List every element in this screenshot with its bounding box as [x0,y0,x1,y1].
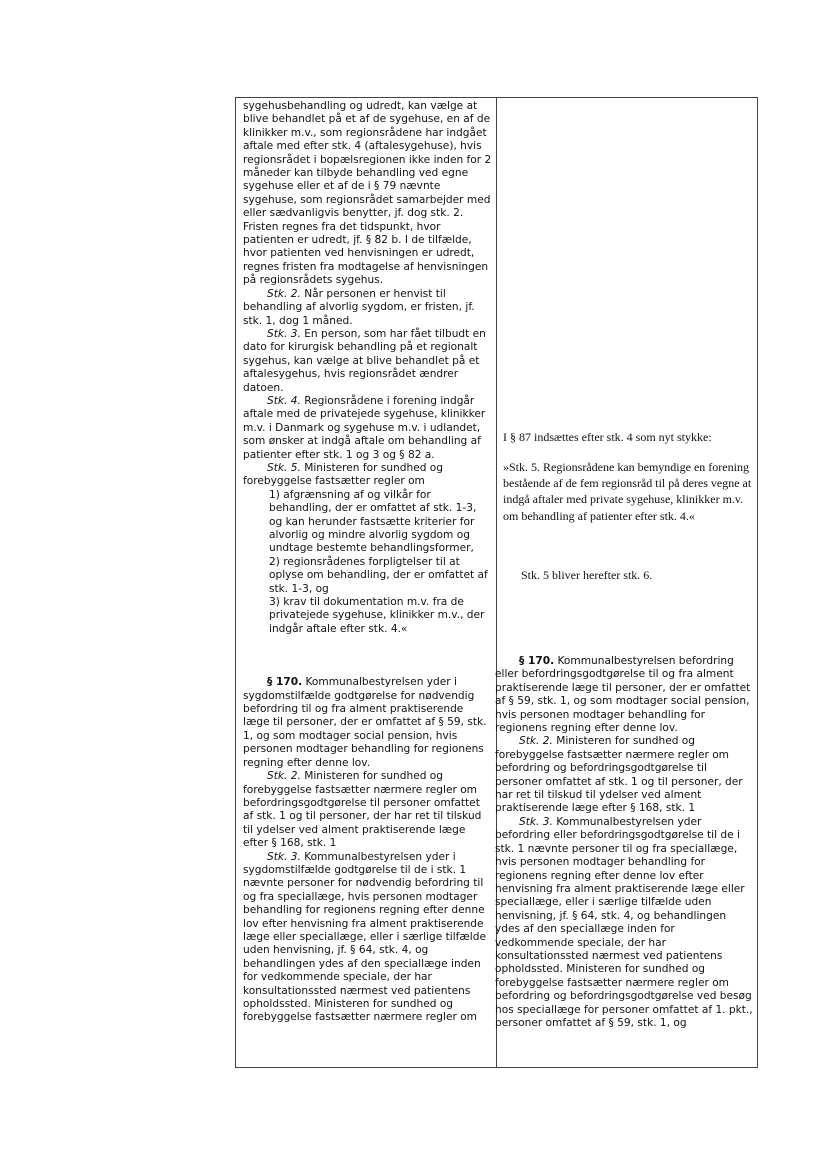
section-170-stk3: Stk. 3. Kommunalbestyrelsen yder i sygdomstilfælde godtgørelse til de i stk. 1 nævnte personer for nødvendig befordring til og fra speciallæge, hvis personen modtager behandling for regionens regning efter denne lov efter henvisning fra alment praktiserende læge eller speciallæge, eller i særlige tilfælde uden henvisning, jf. § 64, stk. 4, og behandlingen ydes af den speciallæge inden for vedkommende speciale, der har konsultationssted nærmest ved patientens opholdssted. Ministeren for sundhed og forebyggelse fastsætter nærmere regler om [243,850,486,1024]
section-170-stk2: Stk. 2. Ministeren for sundhed og forebyggelse fastsætter nærmere regler om befordring og befordringsgodtgørelse til personer omfattet af stk. 1 og til personer, der har ret til tilskud til ydelser ved alment praktiserende læge efter § 168, stk. 1 [495,735,743,815]
section-170-stk2: Stk. 2. Ministeren for sundhed og forebyggelse fastsætter nærmere regler om befordringsgodtgørelse til personer omfattet af stk. 1 og til personer, der har ret til tilskud til ydelser ved alment praktiserende læge efter § 168, stk. 1 [243,770,482,850]
amendment-intro: I § 87 indsættes efter stk. 4 som nyt stykke: [503,430,712,444]
list-item-3: 3) krav til dokumentation m.v. fra de privatejede sygehuse, klinikker m.v., der indgår aftale efter stk. 4.« [269,596,485,635]
current-law-column [243,100,492,1025]
paragraph-continuation: sygehusbehandling og udredt, kan vælge at blive behandlet på et af de sygehuse, en af de klinikker m.v., som regionsrådene har indgået aftale med efter stk. 4 (aftalesygehuse), hvis regionsrådet i bopælsregionen ikke inden for 2 måneder kan tilbyde behandling ved egne sygehuse eller et af de i § 79 nævnte sygehuse, som regionsrådet samarbejder med eller sædvanligvis benytter, jf. dog stk. 2. Fristen regnes fra det tidspunkt, hvor patienten er udredt, jf. § 82 b. I de tilfælde, hvor patienten ved henvisningen er udredt, regnes fristen fra modtagelse af henvisningen på regionsrådets sygehus. [243,100,492,287]
new-stk5-text: »Stk. 5. Regionsrådene kan bemyndige en forening bestående af de fem regionsråd til på deres vegne at indgå aftaler med private sygehuse, klinikker m.v. om behandling af patienter efter stk. 4.« [503,460,752,523]
stk2-paragraph: Stk. 2. Når personen er henvist til behandling af alvorlig sygdom, er fristen, jf. stk. 1, dog 1 måned. [243,287,475,327]
section-170-stk3: Stk. 3. Kommunalbestyrelsen yder befordring eller befordringsgodtgørelse til de i stk. 1 nævnte personer til og fra speciallæge, hvis personen modtager behandling for regionens regning efter denne lov efter henvisning fra alment praktiserende læge eller speciallæge, eller i særlige tilfælde uden henvisning, jf. § 64, stk. 4, og behandlingen ydes af den speciallæge inden for vedkommende speciale, der har konsultationssted nærmest ved patientens opholdssted. Ministeren for sundhed og forebyggelse fastsætter nærmere regler om befordring og befordringsgodtgørelse ved besøg hos speciallæge for personer omfattet af 1. pkt., personer omfattet af § 59, stk. 1, og [495,815,753,1029]
list-item-2: 2) regionsrådenes forpligtelser til at oplyse om behandling, der er omfattet af stk. 1-3, og [269,555,488,595]
proposal-column [495,98,753,1067]
section-170-paragraph: § 170. Kommunalbestyrelsen yder i sygdomstilfælde godtgørelse for nødvendig befordring til og fra alment praktiserende læge til personer, der er omfattet af § 59, stk. 1, og som modtager social pension, hvis personen modtager behandling for regionens regning efter denne lov. [243,676,487,769]
comparison-table [235,97,758,1068]
stk5-paragraph: Stk. 5. Ministeren for sundhed og forebyggelse fastsætter regler om [243,461,444,488]
stk4-paragraph: Stk. 4. Regionsrådene i forening indgår aftale med de privatejede sygehuse, klinikker m.v. i Danmark og sygehuse m.v. i udlandet, som ønsker at indgå aftale om behandling af patienter efter stk. 1 og 3 og § 82 a. [243,394,486,461]
section-170-paragraph: § 170. Kommunalbestyrelsen befordring eller befordringsgodtgørelse til og fra alment praktiserende læge til personer, der er omfattet af § 59, stk. 1, og som modtager social pension, hvis personen modtager behandling for regionens regning efter denne lov. [495,655,751,735]
renumber-note: Stk. 5 bliver herefter stk. 6. [521,568,653,582]
proposal-section-170 [495,655,753,1030]
stk3-paragraph: Stk. 3. En person, som har fået tilbudt en dato for kirurgisk behandling på et regionalt sygehus, kan vælge at blive behandlet på et aftalesygehus, hvis regionsrådet ændrer datoen. [243,327,486,394]
list-item-1: 1) afgrænsning af og vilkår for behandling, der er omfattet af stk. 1-3, og kan herunder fastsætte kriterier for alvorlig og mindre alvorlig sygdom og undtage bestemte behandlingsformer, [269,488,477,555]
